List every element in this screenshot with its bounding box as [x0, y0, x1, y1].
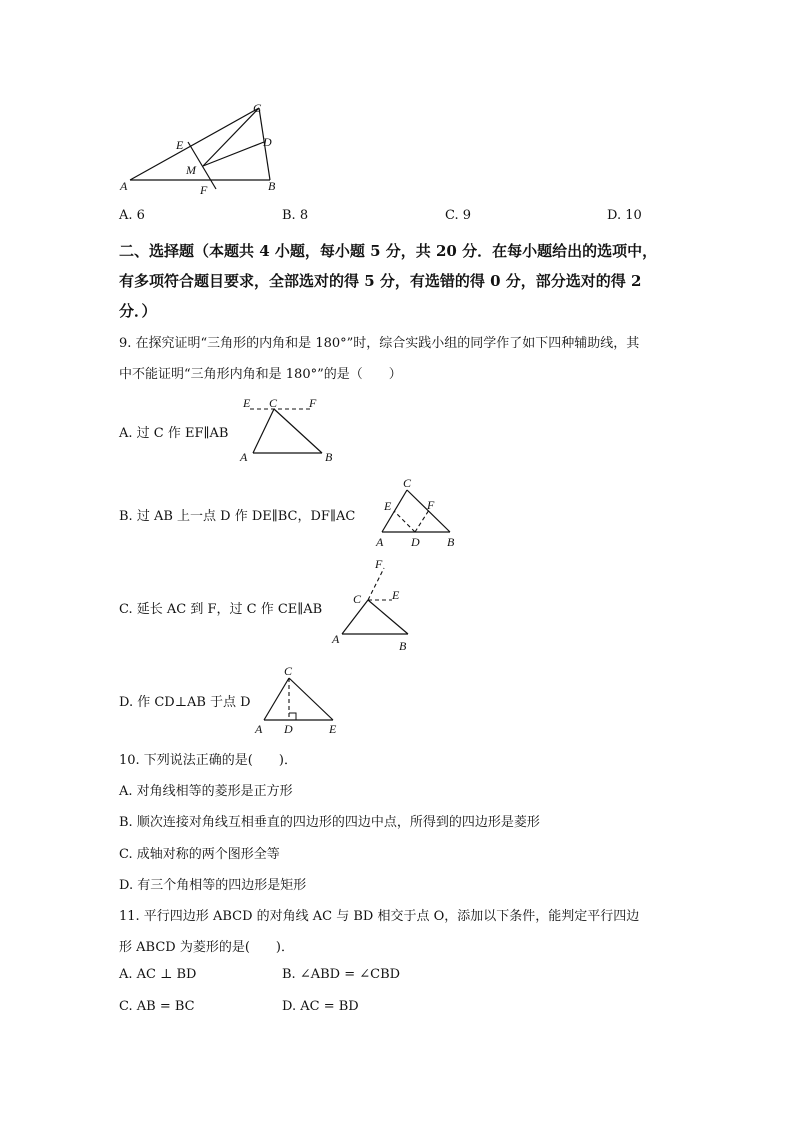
q9-figure-a — [236, 393, 340, 465]
q8-label-d: D — [263, 135, 272, 149]
q9b-label-c: C — [403, 476, 412, 490]
q9b-label-e: E — [384, 499, 392, 513]
q8-label-c: C — [253, 101, 262, 115]
q10-option-c: C. 成轴对称的两个图形全等 — [119, 847, 280, 862]
q11-stem-line1: 11. 平行四边形 ABCD 的对角线 AC 与 BD 相交于点 O，添加以下条件，能判定平行四边 — [119, 909, 640, 924]
q9a-label-f: F — [309, 396, 317, 410]
q9-option-d: D. 作 CD⊥AB 于点 D — [119, 695, 251, 710]
q8-option-b: B. 8 — [282, 208, 309, 223]
q8-label-b: B — [268, 179, 276, 193]
q11-option-c: C. AB = BC — [119, 999, 195, 1014]
section2-line1: 二、选择题（本题共 4 小题，每小题 5 分，共 20 分．在每小题给出的选项中， — [119, 242, 658, 260]
q9a-label-b: B — [325, 450, 333, 464]
q11-option-a: A. AC ⊥ BD — [119, 967, 197, 982]
q9-figure-d — [250, 660, 350, 738]
q9a-label-a: A — [240, 450, 248, 464]
q9-figure-b — [370, 476, 464, 550]
q11-option-d: D. AC = BD — [282, 999, 359, 1014]
q9c-label-a: A — [332, 632, 340, 646]
q9a-label-c: C — [269, 396, 278, 410]
q9-option-a: A. 过 C 作 EF∥AB — [119, 426, 229, 441]
q9c-label-b: B — [399, 639, 407, 653]
q10-option-a: A. 对角线相等的菱形是正方形 — [119, 784, 293, 799]
q11-option-b: B. ∠ABD = ∠CBD — [282, 967, 401, 982]
q8-option-d: D. 10 — [607, 208, 642, 223]
q8-label-a: A — [120, 179, 128, 193]
q9b-label-b: B — [447, 535, 455, 549]
q9-option-b: B. 过 AB 上一点 D 作 DE∥BC，DF∥AC — [119, 509, 356, 524]
q9b-label-a: A — [376, 535, 384, 549]
q8-label-e: E — [176, 138, 184, 152]
q9d-label-e: E — [329, 722, 337, 736]
q10-option-b: B. 顺次连接对角线互相垂直的四边形的四边中点，所得到的四边形是菱形 — [119, 815, 540, 830]
q8-option-c: C. 9 — [445, 208, 472, 223]
q10-option-d: D. 有三个角相等的四边形是矩形 — [119, 878, 307, 893]
q9b-label-f: F — [427, 498, 435, 512]
q9-stem-line2: 中不能证明“三角形内角和是 180°”的是（ ） — [119, 367, 402, 382]
q9d-label-c: C — [284, 664, 293, 678]
q9c-label-c: C — [353, 592, 362, 606]
q8-option-a: A. 6 — [119, 208, 145, 223]
q8-label-f: F — [200, 183, 208, 197]
q9a-label-e: E — [243, 396, 251, 410]
q9d-label-d: D — [284, 722, 293, 736]
q9b-label-d: D — [411, 535, 420, 549]
q10-stem: 10. 下列说法正确的是( )． — [119, 753, 297, 768]
q9-option-c: C. 延长 AC 到 F，过 C 作 CE∥AB — [119, 602, 323, 617]
section2-line3: 分．） — [119, 302, 157, 320]
q9-figure-c — [328, 558, 418, 654]
q9c-label-f: F — [375, 558, 383, 571]
q8-figure — [116, 98, 286, 198]
q8-label-m: M — [186, 163, 196, 177]
q11-stem-line2: 形 ABCD 为菱形的是( )． — [119, 940, 294, 955]
q9c-label-e: E — [392, 588, 400, 602]
section2-line2: 有多项符合题目要求，全部选对的得 5 分，有选错的得 0 分，部分选对的得 2 — [119, 272, 642, 290]
q9d-label-a: A — [255, 722, 263, 736]
q9-stem-line1: 9. 在探究证明“三角形的内角和是 180°”时，综合实践小组的同学作了如下四种辅助线，其 — [119, 336, 640, 351]
